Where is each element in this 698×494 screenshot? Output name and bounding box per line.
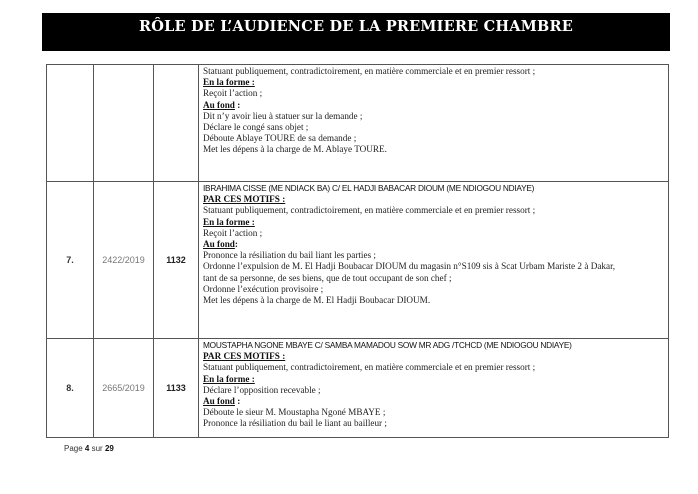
decision-heading <box>203 351 668 362</box>
decision-line: Met les dépens à la charge de M. El Hadji Boubacar DIOUM. <box>203 295 431 306</box>
decision-line: Déclare l’opposition recevable ; <box>203 384 321 395</box>
decision-heading <box>203 100 668 111</box>
decision-line: Déclare le congé sans objet ; <box>203 122 309 133</box>
heading-suffix: : <box>234 99 241 110</box>
decision-line: Ordonne l’exécution provisoire ; <box>203 283 324 294</box>
page-banner <box>42 13 670 51</box>
heading-text: Au fond <box>203 239 235 250</box>
decision-heading <box>203 396 668 407</box>
heading-text: PAR CES MOTIFS : <box>203 351 286 362</box>
heading-text: En la forme : <box>203 216 255 227</box>
heading-text: Au fond <box>203 396 235 407</box>
decision-line: Ordonne l’expulsion de M. El Hadji Boubacar DIOUM du magasin n°S109 sis à Scat Urbam Mariste 2 à Dakar, <box>203 261 616 272</box>
decision-line: Reçoit l’action ; <box>203 227 263 238</box>
heading-text: Au fond <box>203 99 235 110</box>
case-decision <box>199 339 669 438</box>
decision-heading <box>203 239 668 250</box>
case-decision <box>199 182 669 339</box>
hearing-roll-table <box>46 64 669 438</box>
table-row <box>47 339 669 438</box>
case-rg-number: 2422/2019 <box>94 182 154 339</box>
case-number: 7. <box>47 182 94 339</box>
decision-line: Met les dépens à la charge de M. Ablaye TOURE. <box>203 144 387 155</box>
decision-line: Dit n’y avoir lieu à statuer sur la demande ; <box>203 110 363 121</box>
table-row <box>47 182 669 339</box>
footer-current-page: 4 <box>84 444 90 453</box>
decision-heading <box>203 77 668 88</box>
footer-sep: sur <box>91 444 103 453</box>
case-decision <box>199 65 669 182</box>
case-number <box>47 65 94 182</box>
decision-line: Statuant publiquement, contradictoirement, en matière commerciale et en premier ressort ; <box>203 362 536 373</box>
footer-total-pages: 29 <box>104 444 114 453</box>
heading-suffix: : <box>234 396 241 407</box>
decision-line: tant de sa personne, de ses biens, que de tout occupant de son chef ; <box>203 272 452 283</box>
heading-text: En la forme : <box>203 373 255 384</box>
decision-line: Statuant publiquement, contradictoirement, en matière commerciale et en premier ressort ; <box>203 66 536 76</box>
banner-title: RÔLE DE L’AUDIENCE DE LA PREMIERE CHAMBRE <box>139 18 573 35</box>
decision-line: Statuant publiquement, contradictoirement, en matière commerciale et en premier ressort ; <box>203 205 536 216</box>
decision-heading <box>203 194 668 205</box>
case-rg-number: 2665/2019 <box>94 339 154 438</box>
decision-line: Déboute Ablaye TOURE de sa demande ; <box>203 133 357 144</box>
case-rg-number <box>94 65 154 182</box>
case-parties: IBRAHIMA CISSE (ME NDIACK BA) C/ EL HADJI BABACAR DIOUM (ME NDIOGOU NDIAYE) <box>203 183 535 193</box>
heading-text: PAR CES MOTIFS : <box>203 194 286 205</box>
heading-suffix: : <box>234 239 238 250</box>
decision-line: Déboute le sieur M. Moustapha Ngoné MBAYE ; <box>203 407 386 418</box>
decision-heading <box>203 217 668 228</box>
case-parties: MOUSTAPHA NGONE MBAYE C/ SAMBA MAMADOU SOW MR ADG /TCHCD (ME NDIOGOU NDIAYE) <box>203 340 572 350</box>
footer-prefix: Page <box>64 444 83 453</box>
decision-line: Prononce la résiliation du bail liant les parties ; <box>203 250 376 261</box>
case-order-number: 1133 <box>154 339 199 438</box>
case-number: 8. <box>47 339 94 438</box>
table-row <box>47 65 669 182</box>
case-order-number <box>154 65 199 182</box>
decision-line: Prononce la résiliation du bail le liant au bailleur ; <box>203 418 387 429</box>
decision-heading <box>203 374 668 385</box>
page-footer <box>64 444 114 453</box>
decision-line: Reçoit l’action ; <box>203 88 263 99</box>
heading-text: En la forme : <box>203 77 255 88</box>
case-order-number: 1132 <box>154 182 199 339</box>
